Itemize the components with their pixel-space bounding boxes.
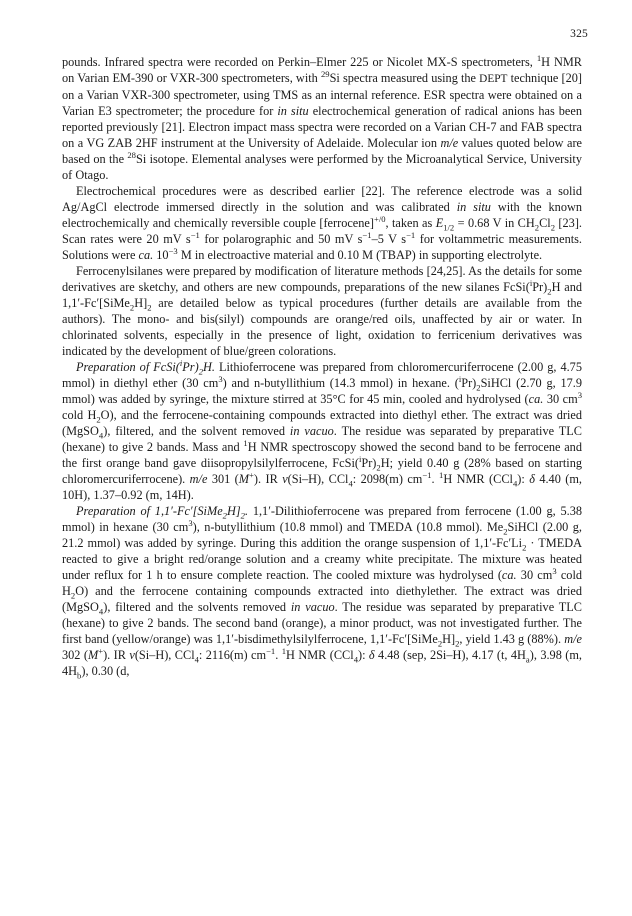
paragraph-electrochemistry: Electrochemical procedures were as described earlier [22]. The reference electrode was a solid Ag/AgCl electrode immersed directly in the solution and was calibrated in situ with the known electrochemically and chemically reversible couple [ferrocene]$^{+/0}$, taken as $E_{1/2} = 0.68$ V in $CH_2Cl_2$ [23]. Scan rates were 20 mV $s^{-1}$ for polarographic and 50 mV $s^{-1}-5$ V $s^{-1}$ for voltammetric measurements. Solutions were ca. $10^{-3}$ M in electroactive material and 0.10 M (TBAP) in supporting electrolyte. bbox=[62, 184, 582, 262]
paragraph-ferrocenylsilanes: Ferrocenylsilanes were prepared by modification of literature methods [24,25]. As the details for some derivatives are sketchy, and others are new compounds, preparations of the new silanes $FcSi(^iPr)_2H$ and $1,1'-Fc'[SiMe_2H]_2$ are detailed below as typical procedures (further details are available from the authors). The mono- and bis(silyl) compounds are orange/red oils, unaffected by air or water. In chlorinated solvents, especially in the presence of light, oxidation to ferricenium derivatives was indicated by the development of blue/green colorations. bbox=[62, 264, 582, 358]
paragraph-preparation-fcsi-ipr2h: Preparation of $FcSi(^iPr)_2H$. Lithioferrocene was prepared from chloromercuriferrocene (2.00 g, 4.75 mmol) in diethyl ether (30 $cm^3$) and n-butyllithium (14.3 mmol) in hexane. $(^iPr)_2SiHCl$ (2.70 g, 17.9 mmol) was added by syringe, the mixture stirred at 35°C for 45 min, cooled and hydrolysed (ca. 30 $cm^3$ cold $H_2O$), and the ferrocene-containing compounds extracted into diethyl ether. The extract was dried (MgSO$_4$), filtered, and the solvent removed in vacuo. The residue was separated by preparative TLC (hexane) to give 2 bands. Mass and $^1$H NMR spectroscopy showed the second band to be ferrocene and the first orange band gave diisopropylsilylferrocene, $FcSi(^iPr)_2H$; yield 0.40 g (28% based on starting chloromercuriferrocene). m/e 301 (M+). IR ν(Si–H), CCl$_4$: 2098(m) $cm^{-1}$. $^1$H NMR (CCl$_4$): δ 4.40 (m, 10H), 1.37–0.92 (m, 14H). bbox=[62, 357, 583, 502]
article-body bbox=[62, 54, 582, 679]
paragraph-preparation-fc-simeh2: Preparation of $1,1'-Fc'[SiMe_2H]_2$. 1,1′-Dilithioferrocene was prepared from ferrocene (1.00 g, 5.38 mmol) in hexane (30 $cm^3$), n-butyllithium (10.8 mmol) and TMEDA (10.8 mmol). $Me_2SiHCl$ (2.00 g, 21.2 mmol) was added by syringe. During this addition the orange suspension of $1,1'-Fc'Li_2$ · TMEDA reacted to give a bright red/orange solution and a creamy white precipitate. The mixture was heated under reflux for 1 h to ensure complete reaction. The cooled mixture was hydrolysed (ca. 30 $cm^3$ cold $H_2O$) and the ferrocene containing compounds extracted into diethylether. The extract was dried (MgSO$_4$), filtered and the solvents removed in vacuo. The residue was separated by preparative TLC (hexane) to give 2 bands. The second band (orange), a minor product, was not investigated further. The first band (yellow/orange) was 1,1′-bisdimethylsilylferrocene, $1,1'-Fc'[SiMe_2H]_2$, yield 1.43 g (88%). m/e 302 (M+). IR ν(Si–H), CCl$_4$: 2116(m) $cm^{-1}$. $^1$H NMR (CCl$_4$): δ 4.48 (sep, 2Si–H), 4.17 (t, $4H_a$), 3.98 (m, $4H_b$), 0.30 (d, bbox=[62, 504, 583, 681]
page-number: 325 bbox=[570, 28, 588, 40]
paragraph-instrumentation: pounds. Infrared spectra were recorded on Perkin–Elmer 225 or Nicolet MX-S spectrometers, $^1$H NMR on Varian EM-390 or VXR-300 spectrometers, with $^{29}$Si spectra measured using the DEPT technique [20] on a Varian VXR-300 spectrometer, using TMS as an internal reference. ESR spectra were obtained on a Varian E3 spectrometer; the procedure for in situ electrochemical generation of radical anions has been reported previously [21]. Electron impact mass spectra were recorded on a Varian CH-7 and FAB spectra on a VG ZAB 2HF instrument at the University of Adelaide. Molecular ion m/e values quoted below are based on the $^{28}$Si isotope. Elemental analyses were performed by the Microanalytical Service, University of Otago. bbox=[62, 52, 583, 182]
